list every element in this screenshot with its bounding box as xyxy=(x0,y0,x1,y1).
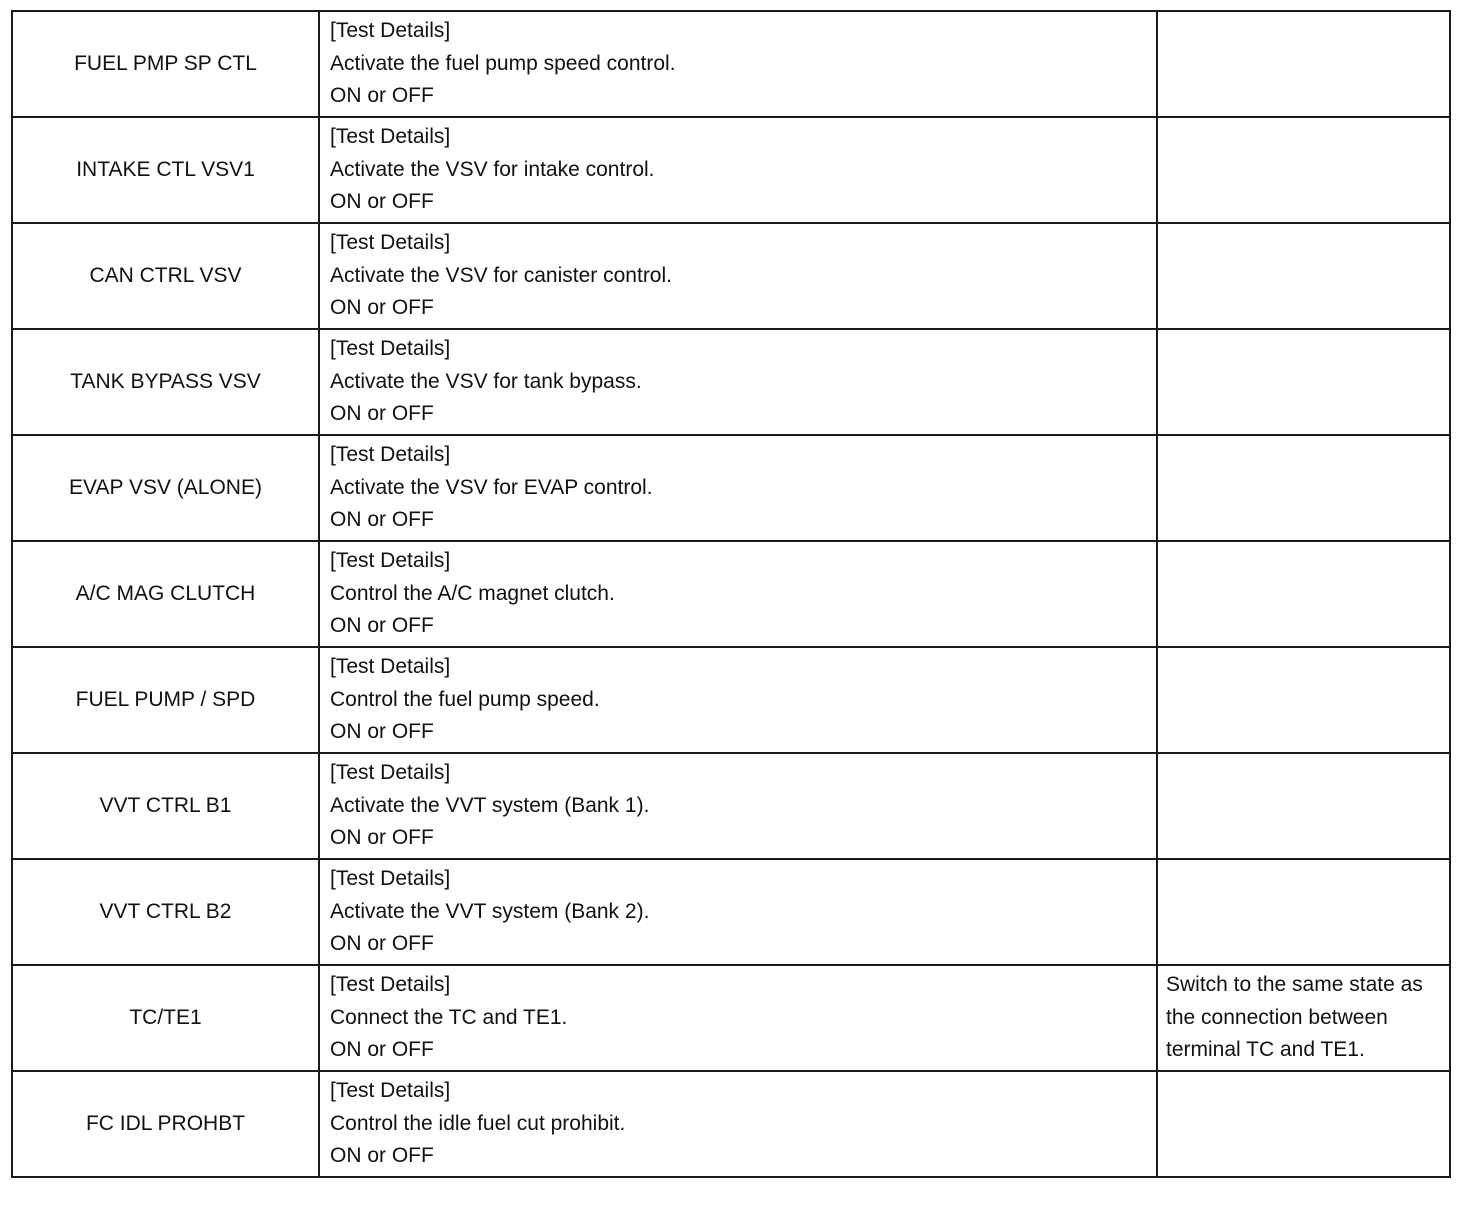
active-test-sheet xyxy=(11,10,1451,1178)
test-description: Activate the VSV for tank bypass. xyxy=(330,369,642,393)
detail-cell xyxy=(319,435,1157,541)
item-cell xyxy=(12,965,319,1071)
table-row xyxy=(12,117,1450,223)
item-cell xyxy=(12,541,319,647)
test-values: ON or OFF xyxy=(330,296,434,320)
detail-cell xyxy=(319,1071,1157,1177)
detail-cell xyxy=(319,117,1157,223)
table-row xyxy=(12,965,1450,1071)
item-label: TC/TE1 xyxy=(129,1005,202,1029)
item-cell xyxy=(12,11,319,117)
note-cell xyxy=(1157,859,1450,965)
test-description: Activate the VVT system (Bank 1). xyxy=(330,793,650,817)
note-cell xyxy=(1157,753,1450,859)
note-cell xyxy=(1157,541,1450,647)
test-description: Control the idle fuel cut prohibit. xyxy=(330,1111,626,1135)
test-values: ON or OFF xyxy=(330,1038,434,1062)
test-values: ON or OFF xyxy=(330,508,434,532)
detail-cell xyxy=(319,541,1157,647)
test-values: ON or OFF xyxy=(330,826,434,850)
test-description: Control the A/C magnet clutch. xyxy=(330,581,615,605)
detail-cell xyxy=(319,859,1157,965)
table-row xyxy=(12,11,1450,117)
test-details-header: [Test Details] xyxy=(330,973,451,997)
item-cell xyxy=(12,117,319,223)
test-details-header: [Test Details] xyxy=(330,19,451,43)
test-values: ON or OFF xyxy=(330,402,434,426)
note-text: Switch to the same state as the connection between terminal TC and TE1. xyxy=(1166,973,1423,1062)
note-cell xyxy=(1157,647,1450,753)
test-details-header: [Test Details] xyxy=(330,549,451,573)
test-details-header: [Test Details] xyxy=(330,337,451,361)
table-row xyxy=(12,859,1450,965)
item-cell xyxy=(12,435,319,541)
table-row xyxy=(12,329,1450,435)
test-values: ON or OFF xyxy=(330,932,434,956)
test-details-header: [Test Details] xyxy=(330,231,451,255)
note-cell xyxy=(1157,223,1450,329)
item-label: A/C MAG CLUTCH xyxy=(75,581,256,605)
note-cell xyxy=(1157,965,1450,1071)
table-row xyxy=(12,435,1450,541)
item-cell xyxy=(12,647,319,753)
test-description: Activate the VSV for canister control. xyxy=(330,263,672,287)
test-description: Connect the TC and TE1. xyxy=(330,1005,568,1029)
item-label: VVT CTRL B1 xyxy=(99,793,232,817)
detail-cell xyxy=(319,753,1157,859)
table-row xyxy=(12,647,1450,753)
item-cell xyxy=(12,329,319,435)
test-details-header: [Test Details] xyxy=(330,655,451,679)
detail-cell xyxy=(319,223,1157,329)
item-label: FUEL PUMP / SPD xyxy=(75,687,256,711)
item-label: VVT CTRL B2 xyxy=(99,899,232,923)
detail-cell xyxy=(319,329,1157,435)
test-details-header: [Test Details] xyxy=(330,1079,451,1103)
item-cell xyxy=(12,1071,319,1177)
item-label: INTAKE CTL VSV1 xyxy=(76,157,255,181)
item-cell xyxy=(12,753,319,859)
item-label: FC IDL PROHBT xyxy=(85,1111,246,1135)
test-description: Activate the VVT system (Bank 2). xyxy=(330,899,650,923)
test-values: ON or OFF xyxy=(330,614,434,638)
test-description: Control the fuel pump speed. xyxy=(330,687,600,711)
test-details-header: [Test Details] xyxy=(330,867,451,891)
item-label: EVAP VSV (ALONE) xyxy=(69,475,262,499)
note-cell xyxy=(1157,11,1450,117)
table-row xyxy=(12,1071,1450,1177)
test-description: Activate the fuel pump speed control. xyxy=(330,51,676,75)
item-label: CAN CTRL VSV xyxy=(89,263,242,287)
detail-cell xyxy=(319,11,1157,117)
test-values: ON or OFF xyxy=(330,84,434,108)
note-cell xyxy=(1157,329,1450,435)
note-cell xyxy=(1157,435,1450,541)
table-row xyxy=(12,541,1450,647)
note-cell xyxy=(1157,1071,1450,1177)
test-details-header: [Test Details] xyxy=(330,761,451,785)
table-row xyxy=(12,753,1450,859)
item-label: FUEL PMP SP CTL xyxy=(74,51,257,75)
item-cell xyxy=(12,223,319,329)
detail-cell xyxy=(319,647,1157,753)
test-description: Activate the VSV for intake control. xyxy=(330,157,655,181)
test-values: ON or OFF xyxy=(330,190,434,214)
test-values: ON or OFF xyxy=(330,1144,434,1168)
table-row xyxy=(12,223,1450,329)
test-description: Activate the VSV for EVAP control. xyxy=(330,475,653,499)
note-cell xyxy=(1157,117,1450,223)
test-details-header: [Test Details] xyxy=(330,125,451,149)
item-cell xyxy=(12,859,319,965)
test-details-header: [Test Details] xyxy=(330,443,451,467)
test-values: ON or OFF xyxy=(330,720,434,744)
active-test-table xyxy=(11,10,1451,1178)
detail-cell xyxy=(319,965,1157,1071)
item-label: TANK BYPASS VSV xyxy=(70,369,261,393)
